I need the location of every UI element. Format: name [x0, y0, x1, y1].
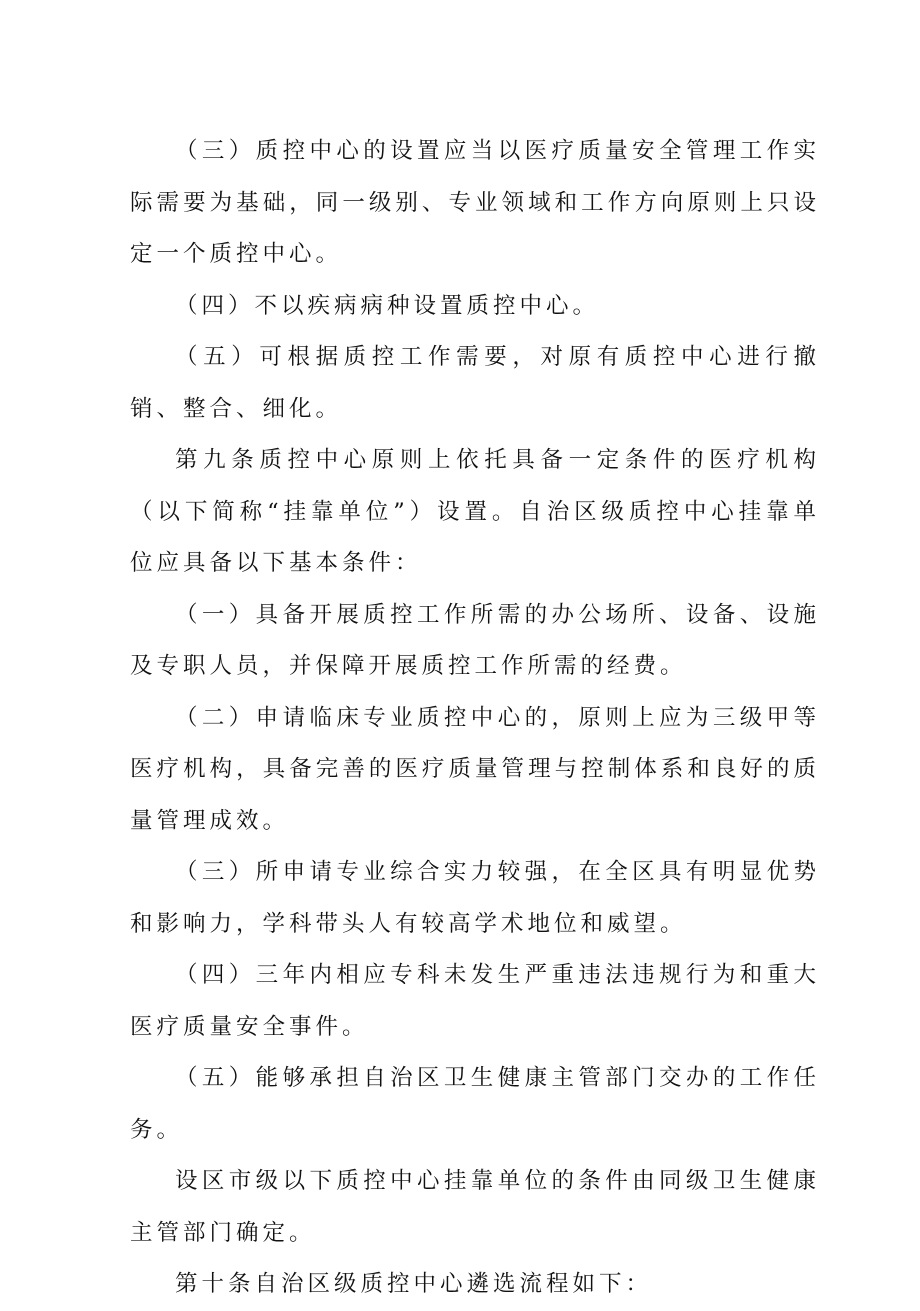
paragraph-condition-2: （二）申请临床专业质控中心的，原则上应为三级甲等医疗机构，具备完善的医疗质量管理与控制体系和良好的质量管理成效。: [130, 704, 820, 834]
paragraph-city-level-conditions: 设区市级以下质控中心挂靠单位的条件由同级卫生健康主管部门确定。: [130, 1168, 820, 1246]
document-body: [130, 126, 820, 1311]
paragraph-revoke-integrate: （五）可根据质控工作需要，对原有质控中心进行撤销、整合、细化。: [130, 344, 820, 422]
paragraph-article-9: 第九条质控中心原则上依托具备一定条件的医疗机构（以下简称“挂靠单位”）设置。自治区级质控中心挂靠单位应具备以下基本条件：: [130, 447, 820, 576]
paragraph-article-10: 第十条自治区级质控中心遴选流程如下：: [175, 1271, 653, 1297]
paragraph-condition-3: （三）所申请专业综合实力较强，在全区具有明显优势和影响力，学科带头人有较高学术地位和威望。: [130, 859, 820, 937]
paragraph-condition-5: （五）能够承担自治区卫生健康主管部门交办的工作任务。: [130, 1065, 820, 1143]
paragraph-quality-center-setup: （三）质控中心的设置应当以医疗质量安全管理工作实际需要为基础，同一级别、专业领域和工作方向原则上只设定一个质控中心。: [130, 138, 820, 267]
paragraph-condition-4: （四）三年内相应专科未发生严重违法违规行为和重大医疗质量安全事件。: [130, 962, 820, 1040]
paragraph-condition-1: （一）具备开展质控工作所需的办公场所、设备、设施及专职人员，并保障开展质控工作所需的经费。: [130, 601, 820, 679]
paragraph-no-disease-centers: （四）不以疾病病种设置质控中心。: [175, 292, 600, 319]
